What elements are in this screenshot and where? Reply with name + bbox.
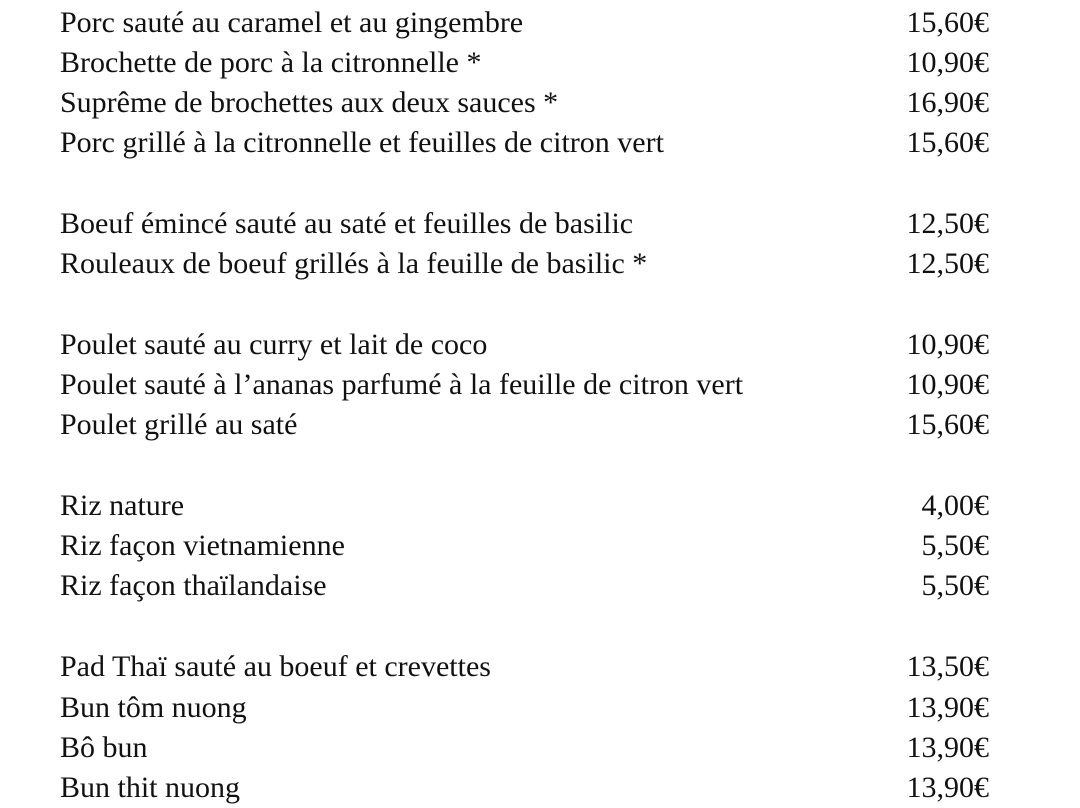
menu-item (0, 123, 1080, 163)
menu-item (0, 3, 1080, 43)
menu-item-name: Porc grillé à la citronnelle et feuilles de citron vert (60, 126, 664, 159)
menu-item-name: Bun tôm nuong (60, 691, 247, 724)
menu-item-name: Porc sauté au caramel et au gingembre (60, 6, 524, 39)
menu-item-name: Suprême de brochettes aux deux sauces * (60, 86, 559, 119)
menu-item-price: 10,90€ (906, 368, 989, 401)
menu-item-name: Riz façon vietnamienne (60, 529, 345, 562)
menu-item (0, 365, 1080, 405)
menu-item (0, 768, 1080, 808)
menu-item-name: Riz façon thaïlandaise (60, 569, 327, 602)
menu-item-price: 16,90€ (906, 86, 989, 119)
menu-item-name: Boeuf émincé sauté au saté et feuilles de basilic (60, 207, 634, 240)
menu-item-name: Poulet sauté au curry et lait de coco (60, 328, 488, 361)
menu-item (0, 647, 1080, 687)
menu-item-name: Pad Thaï sauté au boeuf et crevettes (60, 650, 491, 683)
menu-item-price: 15,60€ (906, 6, 989, 39)
menu-item (0, 566, 1080, 606)
menu-item (0, 244, 1080, 284)
menu-item-price: 13,50€ (906, 650, 989, 683)
menu-item (0, 526, 1080, 566)
menu-item-price: 5,50€ (921, 569, 989, 602)
menu-item-name: Riz nature (60, 489, 185, 522)
menu-item-price: 15,60€ (906, 126, 989, 159)
menu-item-price: 12,50€ (906, 207, 989, 240)
menu-item-price: 10,90€ (906, 328, 989, 361)
menu-item (0, 688, 1080, 728)
menu-item-name: Rouleaux de boeuf grillés à la feuille de basilic * (60, 247, 648, 280)
menu-item (0, 325, 1080, 365)
menu-item-price: 13,90€ (906, 771, 989, 804)
menu-item-name: Poulet sauté à l’ananas parfumé à la feuille de citron vert (60, 368, 744, 401)
menu-item (0, 43, 1080, 83)
menu-item-price: 12,50€ (906, 247, 989, 280)
menu-item (0, 405, 1080, 445)
menu-item (0, 83, 1080, 123)
menu-item-price: 5,50€ (921, 529, 989, 562)
menu-item-price: 13,90€ (906, 691, 989, 724)
menu-item (0, 728, 1080, 768)
menu-item-name: Poulet grillé au saté (60, 408, 298, 441)
menu-item-name: Bun thit nuong (60, 771, 241, 804)
menu-item-price: 13,90€ (906, 731, 989, 764)
menu-item (0, 204, 1080, 244)
menu-item-price: 10,90€ (906, 46, 989, 79)
menu-item-name: Bô bun (60, 731, 148, 764)
menu-item-price: 15,60€ (906, 408, 989, 441)
menu-item-price: 4,00€ (921, 489, 989, 522)
menu-item (0, 486, 1080, 526)
menu-item-name: Brochette de porc à la citronnelle * (60, 46, 482, 79)
